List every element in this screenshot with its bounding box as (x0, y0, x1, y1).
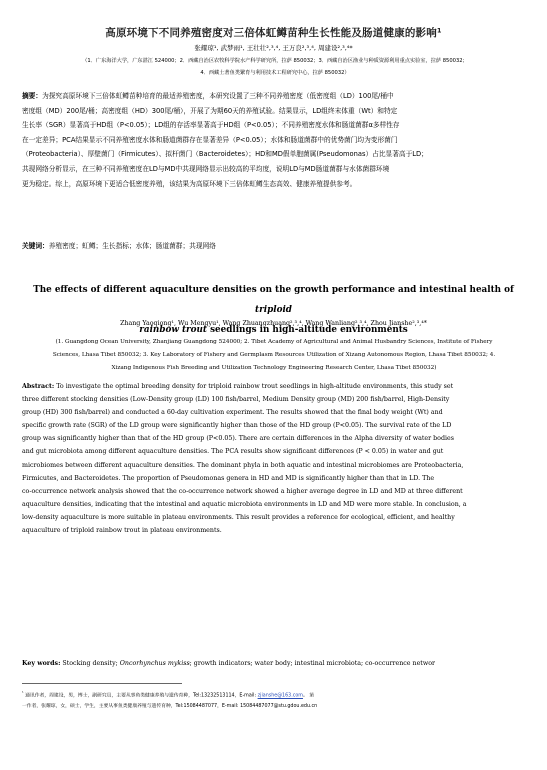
english-abstract-line: specific growth rate (SGR) of the LD group were significantly higher than those of the HD group (P<0.05). The survival rate of the LD (22, 422, 452, 430)
english-abstract-line: group (HD) 300 fish/barrel) and conducted a 60-day cultivation experiment. The results showed that the final body weight (Wt) and (22, 409, 443, 417)
chinese-abstract (22, 89, 528, 191)
english-title-line-2: rainbow trout seedlings in high-altitude environments (139, 325, 408, 335)
english-keywords-label: Key words: (22, 660, 61, 667)
chinese-abstract-label: 摘要： (22, 92, 43, 100)
english-abstract-line: microbiomes between different aquaculture densities. The dominant phyla in both aquatic and intestinal microbiomes are Proteobacteria, (22, 461, 464, 469)
chinese-keywords (22, 240, 528, 250)
chinese-affiliation-line-2: 4．西藏土著鱼类繁育与利用技术工程研究中心，拉萨 850032） (200, 70, 350, 76)
english-abstract-line: three different stocking densities (Low-Density group (LD) 100 fish/barrel, Medium Density group (MD) 200 fish/barrel, High-Density (22, 396, 450, 404)
english-abstract-line: Abstract: To investigate the optimal breeding density for triploid rainbow trout seedlings in high-altitude environments, this study set (22, 383, 454, 390)
english-abstract-line: group was significantly higher than that of the HD group (P<0.05). There are certain differences in the Alpha diversity of water bodies (22, 435, 454, 443)
english-affiliation-line: Xizang Indigenous Fish Breeding and Utilization Technology Engineering Research Center, Lhasa Tibet 850032) (111, 365, 437, 371)
chinese-abstract-line: 密度组（MD）200尾/桶；高密度组（HD）300尾/桶），开展了为期60天的养殖试验。结果显示，LD组终末体重（Wt）和特定 (22, 106, 398, 115)
english-affiliation-line: Sciences, Lhasa Tibet 850032; 3. Key Laboratory of Fishery and Germplasm Resources Utilization of Xizang Autonomous Region, Lhasa Tibet 850032; 4. (52, 352, 496, 358)
chinese-authors: 张耀琼¹, 武梦雨¹, 王壮壮²,³,⁴, 王万良²,³,⁴, 周建设²,³,⁴* (194, 44, 353, 52)
chinese-affiliation-line-1: （1．广东海洋大学，广东湛江 524000；2．西藏自治区农牧科学院水产科学研究所，拉萨 850032；3．西藏自治区渔业与种质资源利用重点实验室，拉萨 850032； (82, 58, 468, 64)
english-title (30, 280, 517, 340)
chinese-abstract-line: 共现网络分析显示，在三种不同养殖密度在LD与MD中共现网络显示出较高的平均度，说明LD与MD肠道菌群与水体菌群环境 (22, 164, 390, 173)
footnote-line-1: $^{^1}$ 通讯作者，周建设，男，博士，副研究员，主要从事鱼类健康养殖与遗传育种，Tel:13232513114，E-mail: zjianshe@163.com。 第 (22, 690, 315, 699)
english-abstract (22, 380, 528, 537)
chinese-title: 高原环境下不同养殖密度对三倍体虹鳟苗种生长性能及肠道健康的影响¹ (105, 27, 442, 39)
footnote (22, 688, 528, 712)
footnote-line-2: 一作者，张耀琼，女，硕士，学生，主要从事鱼类健康养殖与遗传育种，Tel:15084487077，E-mail: 15084487077@stu.gdou.edu.cn (22, 703, 318, 709)
chinese-abstract-line: 生长率（SGR）显著高于HD组（P<0.05）；LD组的存活率显著高于HD组（P<0.05）；不同养殖密度水体和肠道菌群α多样性存 (22, 121, 400, 130)
english-abstract-line: co-occurrence network analysis showed that the co-occurrence network showed a higher average degree in LD and MD at three different (22, 487, 463, 495)
email-link[interactable]: zjianshe@163.com (257, 693, 303, 699)
chinese-abstract-line: （Proteobacteria）、厚壁菌门（Firmicutes）、拟杆菌门（Bacteroidetes）；HD和MD假单胞菌属(Pseudomonas）占比显著高于LD； (22, 150, 428, 159)
english-affiliation-line: (1. Guangdong Ocean University, Zhanjiang Guangdong 524000; 2. Tibet Academy of Agricultural and Animal Husbandry Sciences, Institute of Fishery (55, 339, 493, 345)
english-abstract-line: low-density aquaculture is more suitable in plateau environments. This result provides a reference for ecological, efficient, and healthy (22, 513, 455, 521)
chinese-keywords-label: 关键词： (22, 242, 49, 250)
footnote-marker: ¹ (22, 690, 24, 695)
english-abstract-line: aquaculture of triploid rainbow trout in plateau environments. (22, 527, 222, 535)
english-authors: Zhang Yaoqiong¹, Wu Mengyu¹, Wang Zhuangzhuang²,³,⁴, Wang Wanliang²,³,⁴, Zhou Jianshe²,³,⁴* (120, 320, 427, 327)
english-abstract-line: and gut microbiota among different aquaculture densities. The PCA results show significant differences (P < 0.05) in water and gut (22, 448, 444, 456)
chinese-abstract-line: 在一定差异；PCA结果显示不同养殖密度水体和肠道菌群存在显著差异（P<0.05）；水体和肠道菌群中的优势菌门均为变形菌门 (22, 135, 398, 144)
english-abstract-line: aquaculture densities, indicating that the intestinal and aquatic microbiota environments in LD and MD were more stable. In conclusion, a (22, 500, 467, 508)
footnote-divider (22, 683, 182, 684)
chinese-abstract-line: 更为稳定。综上，高原环境下更适合低密度养殖，该结果为高原环境下三倍体虹鳟生态高效、健康养殖提供参考。 (22, 179, 357, 188)
chinese-abstract-line: 摘要：为探究高原环境下三倍体虹鳟苗种培育的最适养殖密度，本研究设置了三种不同养殖密度（低密度组（LD）100尾/桶中 (22, 92, 394, 100)
chinese-keywords-text: 养殖密度；虹鳟；生长指标；水体；肠道菌群；共现网络 (48, 242, 216, 250)
english-title-line-1: The effects of different aquaculture densities on the growth performance and intestinal health of triploid (33, 285, 514, 315)
english-affiliations (28, 336, 520, 375)
english-keywords: Key words: Stocking density; Oncorhynchus mykiss; growth indicators; water body; intestinal microbiota; co-occurrence networ (22, 660, 436, 667)
english-abstract-label: Abstract: (22, 383, 55, 390)
english-abstract-line: Firmicutes, and Bacteroidetes. The proportion of Pseudomonas genera in HD and MD is significantly higher than that in LD. The (22, 474, 435, 482)
